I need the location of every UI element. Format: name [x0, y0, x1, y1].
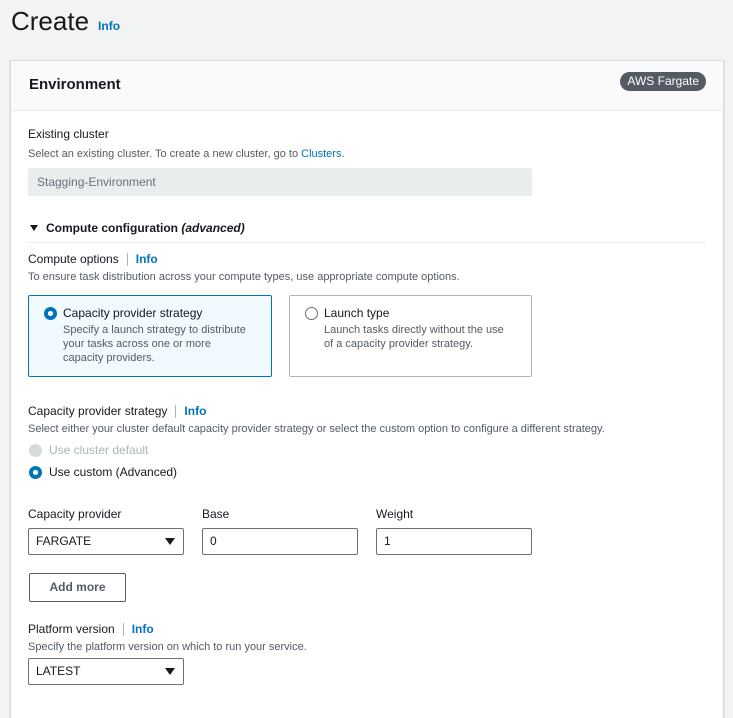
caret-down-icon [165, 538, 175, 545]
tile-description: Specify a launch strategy to distribute your tasks across one or more capacity providers. [63, 324, 246, 364]
platform-version-description: Specify the platform version on which to run your service. [28, 641, 307, 653]
page-title: Create [11, 6, 90, 36]
weight-label: Weight [376, 507, 414, 521]
platform-version-select[interactable] [28, 658, 184, 685]
weight-input[interactable]: 1 [376, 528, 532, 555]
separator [175, 405, 176, 418]
capacity-provider-value: FARGATE [36, 534, 92, 548]
capacity-strategy-description: Select either your cluster default capacity provider strategy or select the custom option to configure a different strategy. [28, 423, 605, 435]
compute-options-info-link[interactable]: Info [135, 252, 158, 266]
existing-cluster-description [28, 148, 345, 160]
tile-launch-type[interactable] [289, 295, 532, 377]
compute-configuration-text: Compute configuration [46, 221, 178, 235]
clusters-link[interactable]: Clusters [301, 148, 342, 160]
environment-panel [10, 60, 724, 718]
radio-unchecked-icon [305, 307, 318, 320]
use-custom-option[interactable] [29, 465, 177, 479]
platform-version-label: Platform version [28, 622, 115, 636]
separator [127, 253, 128, 266]
panel-title: Environment [29, 76, 121, 93]
existing-cluster-desc-suffix: . [341, 148, 345, 160]
radio-checked-icon [29, 466, 42, 479]
existing-cluster-label: Existing cluster [28, 127, 109, 141]
platform-version-heading [28, 622, 154, 636]
capacity-provider-select[interactable] [28, 528, 184, 555]
separator [123, 623, 124, 636]
aws-fargate-badge: AWS Fargate [620, 72, 706, 91]
existing-cluster-desc-text: Select an existing cluster. To create a new cluster, go to [28, 148, 302, 160]
capacity-strategy-heading [28, 404, 206, 418]
tile-capacity-provider-strategy[interactable] [28, 295, 272, 377]
capacity-provider-label: Capacity provider [28, 507, 122, 521]
platform-version-info-link[interactable]: Info [131, 622, 154, 636]
compute-configuration-suffix: (advanced) [181, 221, 245, 235]
capacity-strategy-info-link[interactable]: Info [184, 404, 207, 418]
use-cluster-default-option [29, 443, 148, 457]
divider [28, 242, 706, 243]
platform-version-value: LATEST [36, 664, 81, 678]
add-more-button[interactable]: Add more [29, 573, 126, 602]
compute-options-heading [28, 252, 158, 266]
tile-radio[interactable] [44, 307, 57, 320]
compute-configuration-expander[interactable] [30, 221, 245, 235]
radio-checked-icon [44, 307, 57, 320]
base-label: Base [202, 507, 230, 521]
compute-configuration-label [46, 221, 245, 235]
panel-header [11, 61, 723, 111]
caret-down-icon [30, 225, 38, 231]
tile-title: Capacity provider strategy [63, 306, 203, 320]
page-info-link[interactable]: Info [98, 19, 121, 33]
page-header [11, 6, 120, 37]
tile-title: Launch type [324, 306, 390, 320]
radio-disabled-icon [29, 444, 42, 457]
use-cluster-default-label: Use cluster default [49, 443, 149, 457]
caret-down-icon [165, 668, 175, 675]
compute-options-label: Compute options [28, 252, 119, 266]
existing-cluster-field: Stagging-Environment [28, 168, 532, 196]
tile-radio[interactable] [305, 307, 318, 320]
tile-description: Launch tasks directly without the use of a capacity provider strategy. [324, 324, 504, 350]
compute-options-description: To ensure task distribution across your compute types, use appropriate compute options. [28, 271, 460, 283]
use-custom-label: Use custom (Advanced) [49, 465, 178, 479]
base-input[interactable]: 0 [202, 528, 358, 555]
capacity-strategy-label: Capacity provider strategy [28, 404, 168, 418]
